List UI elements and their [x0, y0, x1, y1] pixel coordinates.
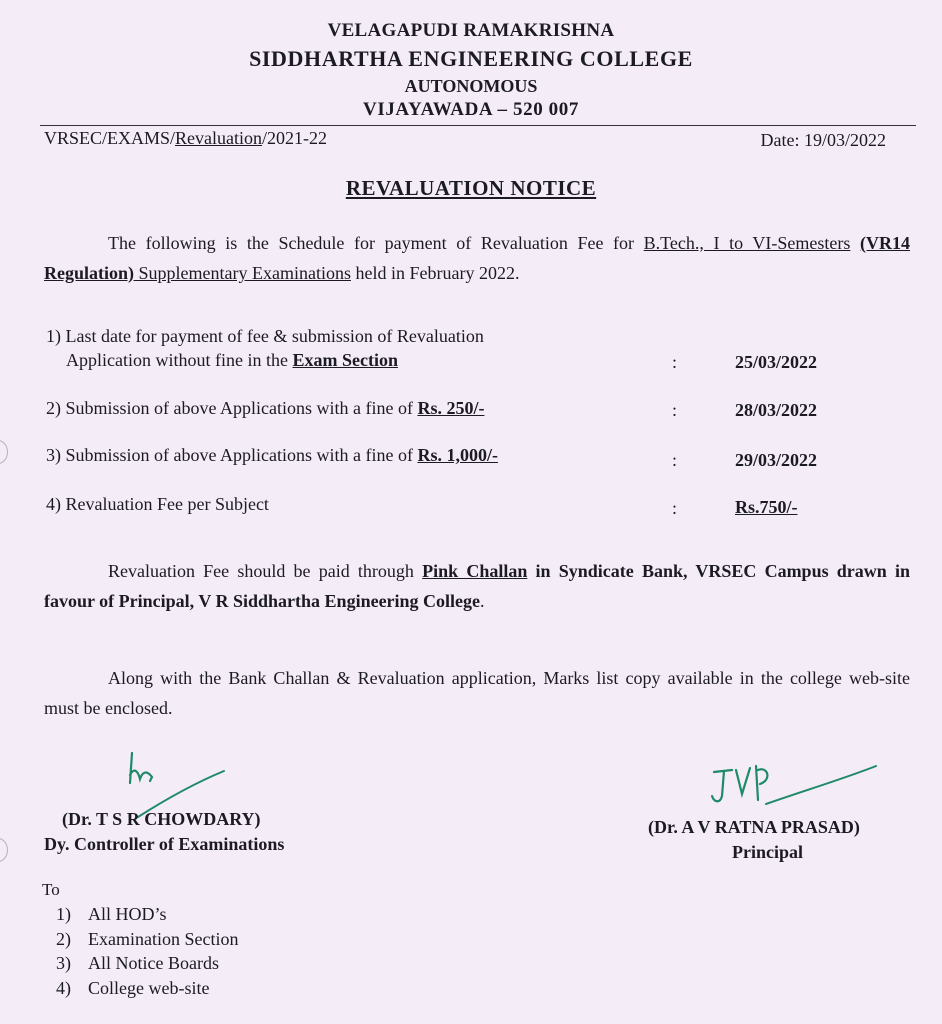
controller-designation: Dy. Controller of Examinations [44, 834, 285, 854]
notice-date: Date: 19/03/2022 [760, 130, 886, 150]
schedule-date-3: 29/03/2022 [735, 450, 818, 470]
principal-name: (Dr. A V RATNA PRASAD) [648, 817, 860, 837]
schedule-item-1-text: Application without fine in the [66, 350, 293, 370]
recipient-item [56, 929, 238, 950]
to-label: To [42, 880, 60, 899]
schedule-item-1-line1: 1) Last date for payment of fee & submission of Revaluation [46, 326, 484, 346]
payment-bank-details: in Syndicate Bank, VRSEC Campus drawn in favour of Principal, V R Siddhartha Engineering College [44, 561, 910, 611]
ref-suffix: /2021-22 [262, 128, 328, 148]
intro-text-5: held in February 2022. [350, 263, 520, 283]
schedule-item-2-fine: Rs. 250/- [417, 398, 485, 418]
schedule-colon-3: : [672, 450, 678, 470]
punch-hole-mark [0, 440, 8, 464]
intro-paragraph [44, 228, 910, 288]
college-name-line2: SIDDHARTHA ENGINEERING COLLEGE [249, 46, 693, 71]
recipient-number: 1) [56, 904, 71, 924]
notice-title-text: REVALUATION NOTICE [345, 176, 597, 200]
schedule-item-1 [46, 324, 484, 372]
recipient-number: 4) [56, 978, 71, 998]
controller-signature [120, 745, 240, 815]
reference-number [44, 128, 327, 149]
schedule-item-1-bold: Exam Section [292, 350, 398, 370]
recipient-number: 2) [56, 929, 71, 949]
intro-course: B.Tech., I to VI-Semesters [643, 233, 851, 253]
schedule-colon-1: : [672, 352, 678, 372]
schedule-item-4: 4) Revaluation Fee per Subject [46, 494, 269, 514]
schedule-date-2: 28/03/2022 [735, 400, 818, 420]
intro-exam-type: Supplementary Examinations [134, 263, 351, 283]
college-address: VIJAYAWADA – 520 007 [363, 99, 579, 120]
schedule-colon-2: : [672, 400, 678, 420]
college-status: AUTONOMOUS [404, 76, 538, 96]
enclosure-paragraph [44, 663, 910, 723]
intro-regulation: (VR14 Regulation) [44, 233, 910, 283]
schedule-item-2 [46, 396, 484, 420]
schedule-item-3-text: 3) Submission of above Applications with a fine of [46, 445, 418, 465]
recipient-item [56, 978, 209, 999]
payment-paragraph [44, 556, 910, 616]
header-divider [40, 125, 916, 126]
ref-prefix: VRSEC/EXAMS/ [44, 128, 176, 148]
schedule-fee-value: Rs.750/- [735, 497, 798, 517]
enclosure-text: Along with the Bank Challan & Revaluation application, Marks list copy available in the college web-site must be enclosed. [44, 668, 910, 718]
schedule-item-2-text: 2) Submission of above Applications with a fine of [46, 398, 418, 418]
schedule-colon-4: : [672, 498, 678, 518]
payment-challan: Pink Challan [422, 561, 528, 581]
payment-text-1: Revaluation Fee should be paid through [108, 561, 423, 581]
intro-text-1: The following is the Schedule for payment of Revaluation Fee for [108, 233, 644, 253]
recipient-label: All Notice Boards [88, 953, 219, 973]
recipient-label: Examination Section [88, 929, 239, 949]
recipient-label: All HOD’s [88, 904, 167, 924]
controller-name: (Dr. T S R CHOWDARY) [62, 809, 261, 829]
recipient-label: College web-site [88, 978, 210, 998]
principal-designation: Principal [732, 842, 803, 862]
recipient-item [56, 904, 167, 925]
recipient-number: 3) [56, 953, 71, 973]
payment-text-end: . [480, 591, 485, 611]
ref-underlined: Revaluation [175, 128, 263, 148]
notice-title [0, 176, 942, 201]
schedule-item-1-line2 [46, 348, 484, 372]
punch-hole-mark [0, 838, 8, 862]
recipient-item [56, 953, 219, 974]
college-name-line1: VELAGAPUDI RAMAKRISHNA [327, 20, 615, 41]
schedule-item-3 [46, 443, 498, 467]
schedule-date-1: 25/03/2022 [735, 352, 818, 372]
schedule-item-3-fine: Rs. 1,000/- [417, 445, 498, 465]
